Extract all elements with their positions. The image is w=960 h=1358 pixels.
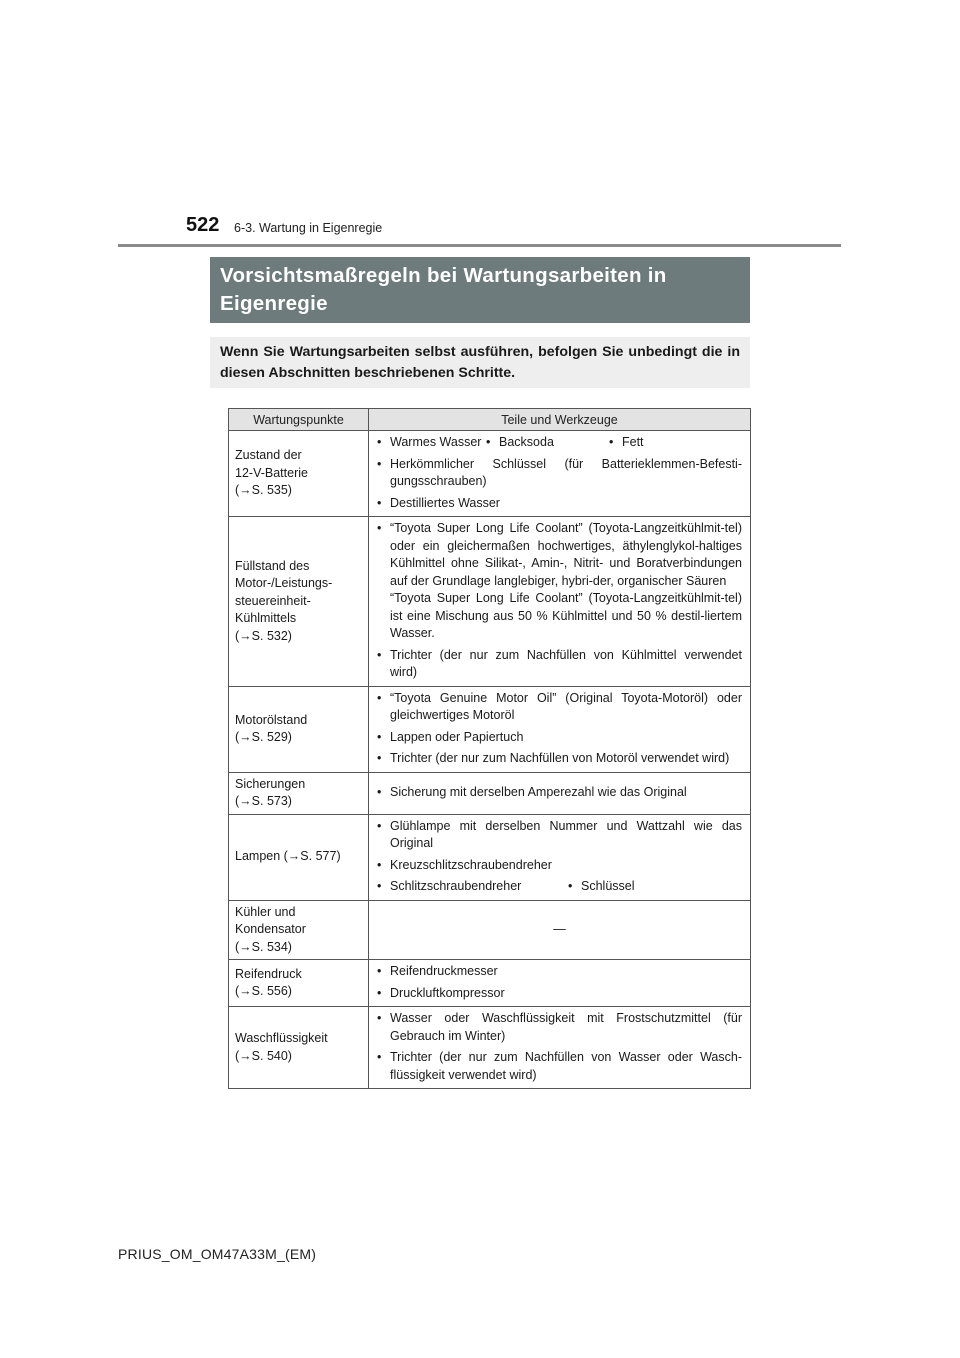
page-reference: (→S. 556): [235, 984, 292, 998]
tools-cell-radiator: [369, 900, 751, 960]
page-reference: (→S. 532): [235, 628, 292, 643]
section-title: 6-3. Wartung in Eigenregie: [234, 221, 383, 235]
list-item: • “Toyota Genuine Motor Oil” (Original Toyota-Motoröl) oder gleichwertiges Motoröl: [377, 690, 742, 725]
tool-baking-soda: • Backsoda: [486, 434, 609, 452]
list-item: • Wasser oder Waschflüssigkeit mit Frostschutzmittel (für Gebrauch im Winter): [377, 1010, 742, 1045]
table-row: [229, 1007, 751, 1089]
item-cell-coolant: [229, 517, 369, 687]
header-parts-tools: Teile und Werkzeuge: [369, 409, 751, 431]
tools-cell-fuses: [369, 772, 751, 814]
page-reference: (→S. 535): [235, 483, 292, 498]
page-reference: (→S. 573): [235, 794, 292, 808]
chapter-title-line-1: Vorsichtsmaßregeln bei Wartungsarbeiten in: [220, 264, 667, 287]
list-item: [377, 520, 742, 643]
page-number: 522: [186, 214, 220, 236]
tools-cell-engine-oil: [369, 686, 751, 772]
chapter-title-line-2: Eigenregie: [220, 292, 328, 315]
item-line: Lampen (→S. 577): [235, 849, 341, 864]
intro-box: [210, 337, 750, 388]
item-cell-radiator: [229, 900, 369, 960]
item-cell-tire-pressure: [229, 960, 369, 1007]
item-cell-battery: [229, 431, 369, 517]
tools-cell-washer-fluid: [369, 1007, 751, 1089]
table-row: [229, 900, 751, 960]
list-item: • Trichter (der nur zum Nachfüllen von Wasser oder Wasch-flüssigkeit verwendet wird): [377, 1049, 742, 1084]
header-maintenance-items: Wartungspunkte: [229, 409, 369, 431]
item-line: 12-V-Batterie: [235, 465, 308, 480]
list-item: • Reifendruckmesser: [377, 963, 742, 981]
tools-cell-coolant: [369, 517, 751, 687]
table-row: [229, 814, 751, 900]
tools-cell-battery: [369, 431, 751, 517]
page-reference: (→S. 529): [235, 730, 292, 744]
table-header-row: [229, 409, 751, 431]
list-item: • Sicherung mit derselben Amperezahl wie das Original: [377, 784, 742, 802]
list-item: [377, 878, 742, 896]
header-rule: [118, 244, 841, 247]
list-item: • Trichter (der nur zum Nachfüllen von Motoröl verwendet wird): [377, 750, 742, 768]
table-row: [229, 772, 751, 814]
list-item: • Lappen oder Papiertuch: [377, 729, 742, 747]
item-line: Motor-/Leistungs-: [235, 576, 333, 590]
list-item: • Destilliertes Wasser: [377, 495, 742, 513]
item-line: steuereinheit-: [235, 593, 311, 608]
no-tools-dash: —: [553, 921, 566, 936]
maintenance-table: [228, 408, 751, 1089]
table-row: [229, 686, 751, 772]
chapter-title-box: [210, 257, 750, 323]
tool-slotted-screwdriver: • Schlitzschraubendreher: [377, 878, 568, 896]
list-item: [377, 434, 742, 452]
item-cell-engine-oil: [229, 686, 369, 772]
list-item: • Trichter (der nur zum Nachfüllen von Kühlmittel verwendet wird): [377, 647, 742, 682]
item-line: Füllstand des: [235, 558, 310, 573]
item-line: Kühler und: [235, 904, 296, 919]
item-cell-fuses: [229, 772, 369, 814]
table-row: [229, 431, 751, 517]
page-reference: (→S. 534): [235, 939, 292, 954]
item-line: Kühlmittels: [235, 611, 297, 625]
item-line: Kondensator: [235, 922, 306, 936]
tools-cell-tire-pressure: [369, 960, 751, 1007]
item-cell-lamps: [229, 814, 369, 900]
item-line: Waschflüssigkeit: [235, 1031, 328, 1045]
tool-grease: • Fett: [609, 434, 644, 452]
list-item: • Kreuzschlitzschraubendreher: [377, 857, 742, 875]
list-item: • Druckluftkompressor: [377, 985, 742, 1003]
item-line: Reifendruck: [235, 966, 302, 981]
item-cell-washer-fluid: [229, 1007, 369, 1089]
page-reference: (→S. 540): [235, 1048, 292, 1063]
document-footer-code: PRIUS_OM_OM47A33M_(EM): [118, 1246, 317, 1262]
item-line: Zustand der: [235, 448, 302, 463]
list-item: • Herkömmlicher Schlüssel (für Batterieklemmen-Befesti-gungsschrauben): [377, 456, 742, 491]
list-item: • Glühlampe mit derselben Nummer und Wattzahl wie das Original: [377, 818, 742, 853]
tools-cell-lamps: [369, 814, 751, 900]
intro-text: Wenn Sie Wartungsarbeiten selbst ausführen, befolgen Sie unbedingt die in diesen Abschnitten beschriebenen Schritte.: [220, 344, 740, 381]
item-line: Motorölstand: [235, 712, 308, 727]
tool-wrench: • Schlüssel: [568, 878, 635, 896]
table-row: [229, 517, 751, 687]
table-row: [229, 960, 751, 1007]
list-item-text: “Toyota Super Long Life Coolant” (Toyota-Langzeitkühlmit-tel) oder ein gleichermaßen hochwertiges, äthylenglykol-haltiges Kühlmittel ohne Silikat-, Amin-, Nitrit- und Boratverbindungen auf der Grundlage langlebiger, hybri-der, organischer Säuren: [390, 521, 742, 588]
list-item-note: “Toyota Super Long Life Coolant” (Toyota-Langzeitkühlmit-tel) ist eine Mischung aus 50 % Kühlmittel und 50 % destil-liertem Wasser.: [390, 591, 742, 640]
tool-warm-water: • Warmes Wasser: [377, 434, 486, 452]
item-line: Sicherungen: [235, 776, 306, 791]
